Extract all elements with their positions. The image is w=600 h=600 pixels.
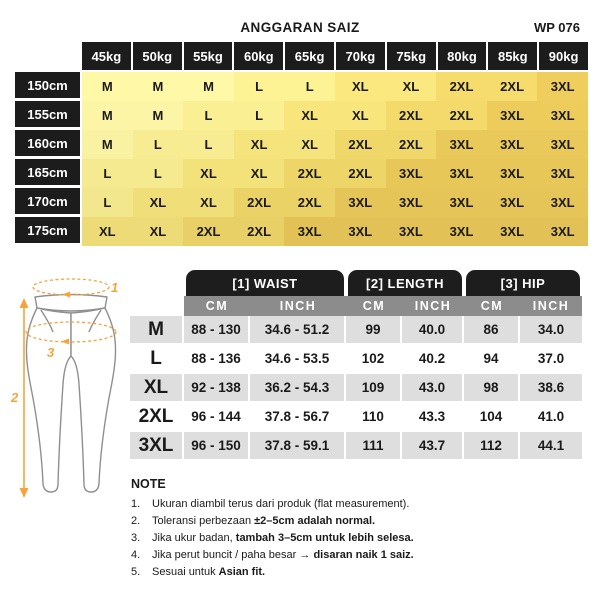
size-matrix-cell: 2XL bbox=[487, 72, 538, 101]
pants-outline-icon bbox=[5, 266, 131, 514]
size-matrix-cell: XL bbox=[82, 217, 133, 246]
pants-diagram bbox=[5, 266, 131, 514]
size-label-cell: L bbox=[130, 345, 184, 372]
note-segment: Jika ukur badan, bbox=[152, 532, 236, 544]
measurement-value-cell: 36.2 - 54.3 bbox=[250, 374, 346, 401]
note-item bbox=[131, 513, 593, 530]
size-matrix-cell: 2XL bbox=[284, 188, 335, 217]
size-matrix-cell: XL bbox=[133, 188, 184, 217]
unit-header-cell: INCH bbox=[279, 299, 317, 313]
measurement-row bbox=[130, 374, 582, 403]
size-matrix-cell: M bbox=[82, 72, 133, 101]
waist-group-header: [1] WAIST bbox=[186, 270, 344, 296]
measurement-value-cell: 96 - 144 bbox=[184, 403, 250, 430]
height-label-cell: 175cm bbox=[15, 217, 80, 243]
size-matrix-cell: 3XL bbox=[537, 101, 588, 130]
measurement-value-cell: 92 - 138 bbox=[184, 374, 250, 401]
measurement-value-cell: 110 bbox=[346, 403, 402, 430]
size-matrix-cell: 3XL bbox=[335, 188, 386, 217]
height-label-cell: 170cm bbox=[15, 188, 80, 214]
measurement-value-cell: 88 - 136 bbox=[184, 345, 250, 372]
size-matrix-cell: L bbox=[82, 188, 133, 217]
length-group-header: [2] LENGTH bbox=[348, 270, 462, 296]
size-matrix-cell: L bbox=[234, 101, 285, 130]
measurement-row bbox=[130, 345, 582, 374]
measurement-value-cell: 37.8 - 59.1 bbox=[250, 432, 346, 459]
size-matrix-body bbox=[82, 72, 588, 246]
note-segment: Asian fit. bbox=[218, 566, 266, 578]
weight-header-cell: 70kg bbox=[336, 42, 385, 70]
waist-number-label: 1 bbox=[111, 280, 119, 295]
note-number: 3. bbox=[131, 532, 141, 544]
measurement-value-cell: 111 bbox=[346, 432, 402, 459]
size-matrix-cell: 3XL bbox=[335, 217, 386, 246]
measurement-value-cell: 44.1 bbox=[537, 438, 565, 453]
size-matrix-cell: M bbox=[82, 130, 133, 159]
size-matrix-cell: 2XL bbox=[335, 130, 386, 159]
measurement-row bbox=[130, 316, 582, 345]
size-matrix-cell: XL bbox=[234, 159, 285, 188]
size-matrix-cell: 3XL bbox=[487, 159, 538, 188]
size-label-cell: 2XL bbox=[130, 403, 184, 430]
size-matrix-cell: 2XL bbox=[183, 217, 234, 246]
size-matrix-cell: M bbox=[183, 72, 234, 101]
measurement-value-cell: 99 bbox=[346, 316, 402, 343]
length-number-label: 2 bbox=[11, 390, 19, 405]
size-matrix-cell: M bbox=[82, 101, 133, 130]
height-label-cell: 150cm bbox=[15, 72, 80, 98]
size-matrix-cell: 3XL bbox=[537, 72, 588, 101]
note-text bbox=[152, 496, 409, 513]
note-segment: Jika perut buncit / paha besar → bbox=[152, 549, 314, 561]
size-matrix-cell: 3XL bbox=[436, 217, 487, 246]
note-segment: Sesuai untuk bbox=[152, 566, 219, 578]
measurement-table bbox=[130, 270, 582, 461]
measurement-value-cell: 109 bbox=[346, 374, 402, 401]
size-matrix-cell: 2XL bbox=[234, 217, 285, 246]
measurement-value-cell: 40.2 bbox=[402, 345, 464, 372]
size-matrix-cell: 3XL bbox=[537, 188, 588, 217]
height-label-column bbox=[15, 72, 80, 243]
size-matrix-cell: L bbox=[284, 72, 335, 101]
size-label-cell: M bbox=[130, 316, 184, 343]
product-code: WP 076 bbox=[533, 20, 580, 35]
weight-header-row bbox=[82, 42, 588, 70]
height-label-cell: 165cm bbox=[15, 159, 80, 185]
note-item bbox=[131, 564, 593, 581]
measurement-value-cell: 94 bbox=[464, 345, 520, 372]
size-matrix-cell: XL bbox=[335, 72, 386, 101]
size-matrix-cell: 3XL bbox=[487, 188, 538, 217]
size-matrix-cell: 2XL bbox=[234, 188, 285, 217]
note-text bbox=[152, 547, 414, 564]
measurement-row bbox=[130, 403, 582, 432]
size-matrix-cell: 3XL bbox=[436, 159, 487, 188]
measurement-value-cell: 102 bbox=[346, 345, 402, 372]
measurement-value-cell: 41.0 bbox=[537, 409, 565, 424]
size-matrix-cell: L bbox=[133, 130, 184, 159]
size-matrix-cell: 2XL bbox=[436, 101, 487, 130]
note-segment: ±2–5cm adalah normal. bbox=[254, 515, 376, 527]
size-matrix-cell: 3XL bbox=[386, 188, 437, 217]
hip-number-label: 3 bbox=[47, 345, 55, 360]
unit-header-row bbox=[184, 296, 582, 316]
weight-header-cell: 85kg bbox=[488, 42, 537, 70]
size-matrix-cell: 3XL bbox=[436, 188, 487, 217]
size-matrix-cell: XL bbox=[284, 101, 335, 130]
note-number: 4. bbox=[131, 549, 141, 561]
note-segment: tambah 3–5cm untuk lebih selesa. bbox=[235, 532, 414, 544]
measurement-value-cell: 86 bbox=[464, 316, 520, 343]
size-matrix-cell: 2XL bbox=[436, 72, 487, 101]
measurement-value-cell: 34.6 - 51.2 bbox=[250, 316, 346, 343]
length-arrow-icon bbox=[20, 298, 29, 498]
size-label-cell: XL bbox=[130, 374, 184, 401]
unit-header-cell: INCH bbox=[414, 299, 452, 313]
unit-header-cell: CM bbox=[362, 299, 386, 313]
size-matrix-cell: 2XL bbox=[284, 159, 335, 188]
weight-header-cell: 55kg bbox=[184, 42, 233, 70]
size-matrix-cell: 3XL bbox=[386, 217, 437, 246]
measurement-value-cell: 43.3 bbox=[402, 403, 464, 430]
size-matrix-cell: L bbox=[183, 130, 234, 159]
unit-header-cell: INCH bbox=[532, 299, 570, 313]
size-matrix-cell: XL bbox=[183, 188, 234, 217]
measurement-value-cell: 104 bbox=[464, 403, 520, 430]
weight-header-cell: 60kg bbox=[234, 42, 283, 70]
notes-section bbox=[131, 477, 593, 581]
measurement-value-cell: 43.0 bbox=[402, 374, 464, 401]
size-matrix-cell: XL bbox=[133, 217, 184, 246]
size-matrix-cell: 3XL bbox=[386, 159, 437, 188]
note-item bbox=[131, 496, 593, 513]
size-matrix-cell: 3XL bbox=[487, 130, 538, 159]
height-label-cell: 160cm bbox=[15, 130, 80, 156]
size-matrix-cell: 3XL bbox=[487, 101, 538, 130]
measurement-value-cell: 34.6 - 53.5 bbox=[250, 345, 346, 372]
note-item bbox=[131, 547, 593, 564]
note-number: 2. bbox=[131, 515, 141, 527]
note-text bbox=[152, 513, 375, 530]
size-matrix-cell: 2XL bbox=[335, 159, 386, 188]
measurement-value-cell: 37.0 bbox=[537, 351, 565, 366]
size-matrix-cell: 2XL bbox=[386, 101, 437, 130]
waist-measure-icon bbox=[33, 279, 109, 298]
size-matrix-cell: 3XL bbox=[537, 130, 588, 159]
measurement-row bbox=[130, 432, 582, 461]
size-matrix-cell: XL bbox=[335, 101, 386, 130]
hip-group-header: [3] HIP bbox=[466, 270, 580, 296]
note-item bbox=[131, 530, 593, 547]
measurement-value-cell: 112 bbox=[464, 432, 520, 459]
measurement-value-cell: 43.7 bbox=[402, 432, 464, 459]
size-matrix-cell: XL bbox=[234, 130, 285, 159]
note-number: 5. bbox=[131, 566, 141, 578]
height-label-cell: 155cm bbox=[15, 101, 80, 127]
page-title: ANGGARAN SAIZ bbox=[240, 20, 360, 35]
measurement-value-cell: 37.8 - 56.7 bbox=[250, 403, 346, 430]
size-matrix-cell: 2XL bbox=[386, 130, 437, 159]
size-matrix-cell: XL bbox=[284, 130, 335, 159]
weight-header-cell: 45kg bbox=[82, 42, 131, 70]
weight-header-cell: 75kg bbox=[387, 42, 436, 70]
size-matrix-cell: 3XL bbox=[487, 217, 538, 246]
note-text bbox=[152, 564, 265, 581]
size-matrix-cell: M bbox=[133, 72, 184, 101]
measurement-value-cell: 34.0 bbox=[537, 322, 565, 337]
weight-header-cell: 50kg bbox=[133, 42, 182, 70]
note-text bbox=[152, 530, 414, 547]
size-matrix-cell: XL bbox=[183, 159, 234, 188]
measurement-value-cell: 88 - 130 bbox=[184, 316, 250, 343]
size-matrix-cell: XL bbox=[386, 72, 437, 101]
note-segment: Ukuran diambil terus dari produk (flat measurement). bbox=[152, 498, 410, 510]
weight-header-cell: 65kg bbox=[285, 42, 334, 70]
measurement-value-cell: 40.0 bbox=[402, 316, 464, 343]
measurement-value-cell: 98 bbox=[464, 374, 520, 401]
notes-heading: NOTE bbox=[131, 477, 166, 491]
size-label-cell: 3XL bbox=[130, 432, 184, 459]
notes-list bbox=[131, 496, 593, 581]
measurement-value-cell: 38.6 bbox=[537, 380, 565, 395]
weight-header-cell: 90kg bbox=[539, 42, 588, 70]
note-segment: disaran naik 1 saiz. bbox=[313, 549, 414, 561]
size-matrix-cell: L bbox=[234, 72, 285, 101]
size-matrix-cell: L bbox=[183, 101, 234, 130]
unit-header-cell: CM bbox=[480, 299, 504, 313]
note-number: 1. bbox=[131, 498, 141, 510]
note-segment: Toleransi perbezaan bbox=[152, 515, 255, 527]
size-matrix-cell: 3XL bbox=[537, 217, 588, 246]
size-matrix-cell: 3XL bbox=[537, 159, 588, 188]
size-matrix-cell: M bbox=[133, 101, 184, 130]
measurement-value-cell: 96 - 150 bbox=[184, 432, 250, 459]
size-matrix-cell: L bbox=[82, 159, 133, 188]
size-matrix-cell: L bbox=[133, 159, 184, 188]
size-matrix-cell: 3XL bbox=[436, 130, 487, 159]
unit-header-cell: CM bbox=[205, 299, 229, 313]
weight-header-cell: 80kg bbox=[438, 42, 487, 70]
size-matrix-cell: 3XL bbox=[284, 217, 335, 246]
